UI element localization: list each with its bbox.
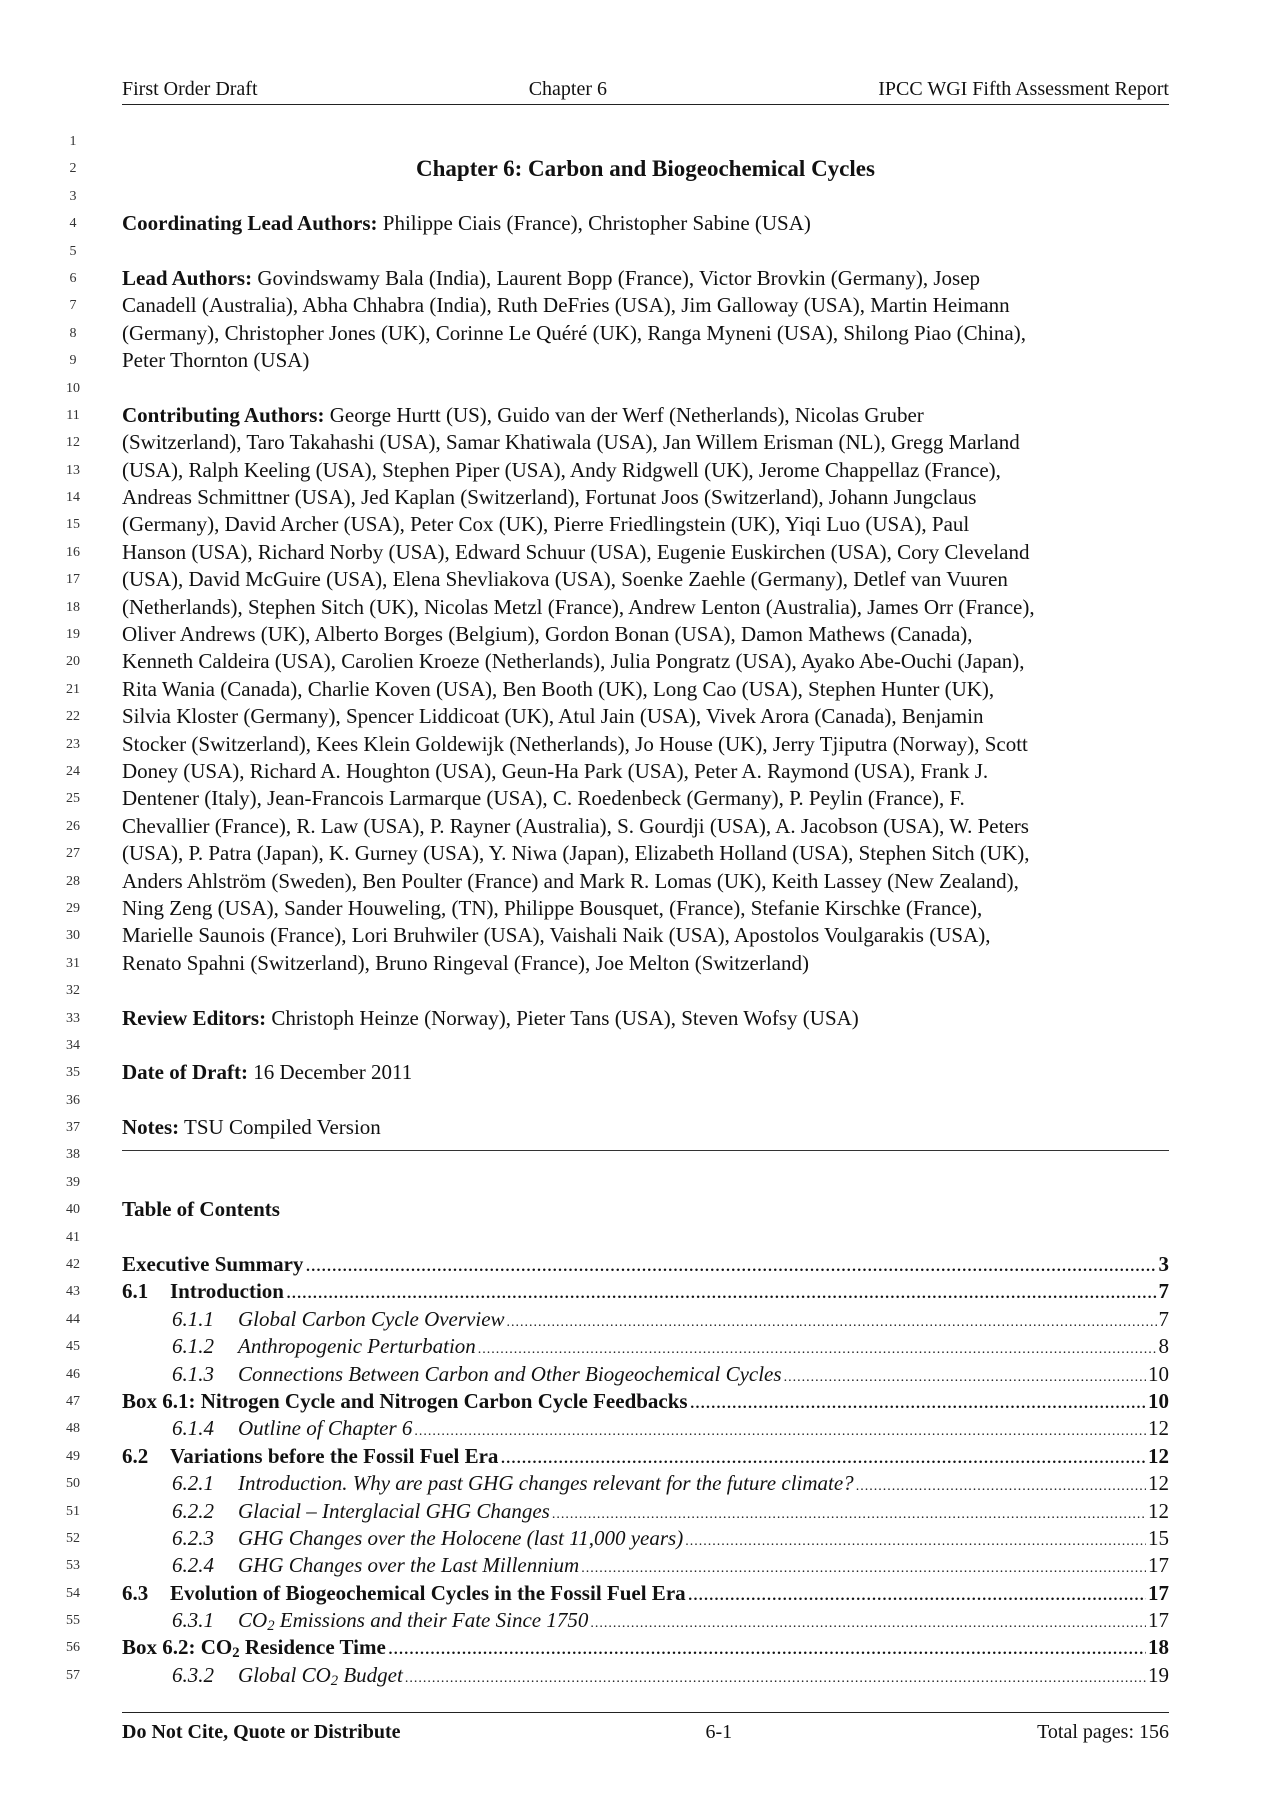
- line-number: 13: [66, 462, 80, 478]
- header-report-label: IPCC WGI Fifth Assessment Report: [878, 78, 1169, 100]
- running-header: [122, 78, 1169, 105]
- line: [0, 922, 1280, 949]
- line-number: 29: [66, 900, 80, 916]
- toc-leader-dots: [581, 1555, 1146, 1582]
- line: [0, 1005, 1280, 1032]
- line: [0, 1634, 1280, 1661]
- line-number: 21: [66, 681, 80, 697]
- header-chapter-label: Chapter 6: [528, 78, 608, 100]
- line-number: 30: [66, 928, 80, 944]
- toc-entry-box-6-2[interactable]: [122, 1634, 1169, 1661]
- toc-title-text: Emissions and their Fate Since 1750: [274, 1608, 589, 1633]
- toc-entry-title: [122, 1634, 386, 1661]
- line-number: 55: [66, 1613, 80, 1629]
- contributing-authors-line: Rita Wania (Canada), Charlie Koven (USA), Ben Booth (UK), Long Cao (USA), Stephen Hunter (UK),: [122, 676, 995, 701]
- toc-entry-title: Introduction. Why are past GHG changes relevant for the future climate?: [238, 1471, 854, 1496]
- toc-entry-page: 7: [1158, 1279, 1169, 1304]
- line: [0, 402, 1280, 429]
- toc-entry-6-2-3[interactable]: [172, 1525, 1169, 1555]
- line: [0, 1498, 1280, 1525]
- line: [0, 1306, 1280, 1333]
- toc-entry-box-6-1[interactable]: [122, 1388, 1169, 1415]
- line-number: 31: [66, 955, 80, 971]
- line: [0, 183, 1280, 210]
- toc-leader-dots: [690, 1388, 1146, 1415]
- toc-entry-page: 3: [1158, 1252, 1169, 1277]
- line: [0, 1059, 1280, 1086]
- toc-entry-6-3[interactable]: [122, 1580, 1169, 1607]
- lead-authors-line: Peter Thornton (USA): [122, 348, 310, 373]
- toc-leader-dots: [784, 1364, 1146, 1391]
- line-number: 22: [66, 709, 80, 725]
- line-number: 9: [69, 353, 77, 369]
- toc-entry-title: Introduction: [170, 1279, 284, 1304]
- footer-page-number: 6-1: [705, 1721, 733, 1743]
- line: [0, 840, 1280, 867]
- contributing-authors-line: Hanson (USA), Richard Norby (USA), Edward Schuur (USA), Eugenie Euskirchen (USA), Cory Cleveland: [122, 539, 1030, 564]
- line-number: 35: [66, 1065, 80, 1081]
- line: [0, 1087, 1280, 1114]
- line-number: 41: [66, 1229, 80, 1245]
- line: [0, 320, 1280, 347]
- line-number: 49: [66, 1448, 80, 1464]
- line-number: 19: [66, 627, 80, 643]
- line-number: 5: [69, 243, 77, 259]
- line-number: 10: [66, 380, 80, 396]
- toc-entry-number: 6.3.1: [172, 1608, 214, 1633]
- line-number: 44: [66, 1311, 80, 1327]
- contributing-authors-line: Ning Zeng (USA), Sander Houweling, (TN), Philippe Bousquet, (France), Stefanie Kirschke (France),: [122, 895, 983, 920]
- line-number: 15: [66, 517, 80, 533]
- cla-names: Philippe Ciais (France), Christopher Sabine (USA): [377, 211, 811, 236]
- contributing-authors-line: (Netherlands), Stephen Sitch (UK), Nicolas Metzl (France), Andrew Lenton (Australia), James Orr (France),: [122, 594, 1035, 619]
- toc-entry-6-1-1[interactable]: [172, 1306, 1169, 1336]
- line-number: 25: [66, 791, 80, 807]
- contributing-authors-line: Chevallier (France), R. Law (USA), P. Rayner (Australia), S. Gourdji (USA), A. Jacobson (USA), W. Peters: [122, 813, 1029, 838]
- contributing-authors-line: Renato Spahni (Switzerland), Bruno Ringeval (France), Joe Melton (Switzerland): [122, 950, 809, 975]
- toc-entry-executive-summary[interactable]: [122, 1251, 1169, 1278]
- line: [0, 1470, 1280, 1497]
- contributing-authors-line: (Switzerland), Taro Takahashi (USA), Samar Khatiwala (USA), Jan Willem Erisman (NL), Gregg Marland: [122, 430, 1020, 455]
- toc-leader-dots: [388, 1634, 1146, 1661]
- coordinating-lead-authors: [122, 210, 811, 237]
- toc-leader-dots: [507, 1309, 1157, 1336]
- toc-entry-title: Anthropogenic Perturbation: [238, 1334, 476, 1359]
- line: [0, 1141, 1280, 1168]
- line: [0, 758, 1280, 785]
- toc-entry-title: Glacial – Interglacial GHG Changes: [238, 1498, 550, 1523]
- toc-entry-page: 15: [1148, 1525, 1169, 1550]
- cla-label: Coordinating Lead Authors:: [122, 211, 378, 236]
- line: [0, 1278, 1280, 1305]
- line: [0, 155, 1280, 182]
- line-number: 51: [66, 1503, 80, 1519]
- contributing-authors-line: (Germany), David Archer (USA), Peter Cox (UK), Pierre Friedlingstein (UK), Yiqi Luo (USA), Paul: [122, 512, 970, 537]
- toc-entry-page: 18: [1148, 1635, 1169, 1660]
- line-number: 23: [66, 736, 80, 752]
- line: [0, 1032, 1280, 1059]
- line-number: 1: [69, 134, 77, 149]
- line: [0, 484, 1280, 511]
- review-editors-names: Christoph Heinze (Norway), Pieter Tans (USA), Steven Wofsy (USA): [266, 1005, 859, 1030]
- line-number: 32: [66, 983, 80, 999]
- contributing-authors-line: Oliver Andrews (UK), Alberto Borges (Belgium), Gordon Bonan (USA), Damon Mathews (Canada),: [122, 622, 973, 647]
- line-number: 20: [66, 654, 80, 670]
- line: [0, 457, 1280, 484]
- contributing-authors-line: Dentener (Italy), Jean-Francois Larmarque (USA), C. Roedenbeck (Germany), P. Peylin (France), F.: [122, 786, 965, 811]
- header-draft-label: First Order Draft: [122, 78, 258, 100]
- toc-entry-title: [238, 1662, 403, 1689]
- line: [0, 1224, 1280, 1251]
- line-number: 40: [66, 1202, 80, 1218]
- line: [0, 1196, 1280, 1223]
- toc-entry-6-3-1[interactable]: [172, 1607, 1169, 1637]
- toc-leader-dots: [305, 1251, 1156, 1278]
- toc-leader-dots: [688, 1580, 1146, 1607]
- line-number: 3: [69, 188, 77, 204]
- numbered-lines: [0, 128, 1280, 1689]
- line-number: 46: [66, 1366, 80, 1382]
- toc-entry-page: 10: [1148, 1361, 1169, 1386]
- toc-entry-title: GHG Changes over the Last Millennium: [238, 1553, 580, 1578]
- line-number: 33: [66, 1010, 80, 1026]
- toc-entry-number: 6.1.4: [172, 1416, 214, 1441]
- line-number: 52: [66, 1530, 80, 1546]
- contributing-authors-line: Kenneth Caldeira (USA), Carolien Kroeze (Netherlands), Julia Pongratz (USA), Ayako Abe-Ouchi (Japan),: [122, 649, 1025, 674]
- toc-leader-dots: [414, 1418, 1146, 1445]
- line-number: 45: [66, 1339, 80, 1355]
- toc-title-subscript: 2: [232, 1645, 240, 1662]
- line: [0, 429, 1280, 456]
- line: [0, 977, 1280, 1004]
- line-number: 6: [69, 270, 77, 286]
- line: [0, 210, 1280, 237]
- horizontal-rule: [122, 1150, 1169, 1151]
- line: [0, 1361, 1280, 1388]
- toc-entry-6-1[interactable]: [122, 1278, 1169, 1305]
- toc-entry-number: 6.2.4: [172, 1553, 214, 1578]
- line: [0, 594, 1280, 621]
- toc-entry-page: 17: [1148, 1580, 1169, 1605]
- toc-title-text: Residence Time: [239, 1635, 386, 1660]
- line-number: 24: [66, 763, 80, 779]
- line-number: 34: [66, 1037, 80, 1053]
- line-number: 54: [66, 1585, 80, 1601]
- toc-title-text: Budget: [338, 1662, 403, 1687]
- line-number: 12: [66, 435, 80, 451]
- contributing-authors-line: George Hurtt (US), Guido van der Werf (Netherlands), Nicolas Gruber: [324, 402, 924, 427]
- line: [0, 292, 1280, 319]
- toc-leader-dots: [500, 1443, 1146, 1470]
- contributing-authors-line: Silvia Kloster (Germany), Spencer Liddicoat (UK), Atul Jain (USA), Vivek Arora (Canada), Benjamin: [122, 704, 984, 729]
- toc-entry-page: 12: [1148, 1471, 1169, 1496]
- contributing-authors: [122, 402, 924, 429]
- toc-heading: Table of Contents: [122, 1197, 280, 1222]
- line-number: 27: [66, 846, 80, 862]
- notes-label: Notes:: [122, 1115, 180, 1140]
- line: [0, 676, 1280, 703]
- lead-authors-line: (Germany), Christopher Jones (UK), Corinne Le Quéré (UK), Ranga Myneni (USA), Shilong Piao (China),: [122, 320, 1026, 345]
- line: [0, 128, 1280, 155]
- line: [0, 1415, 1280, 1442]
- toc-title-subscript: 2: [330, 1672, 339, 1689]
- line-number: 36: [66, 1092, 80, 1108]
- toc-entry-title: Executive Summary: [122, 1252, 304, 1277]
- toc-entry-number: 6.1.1: [172, 1306, 214, 1331]
- contributing-authors-line: Doney (USA), Richard A. Houghton (USA), Geun-Ha Park (USA), Peter A. Raymond (USA), Frank J.: [122, 758, 989, 783]
- toc-entry-page: 17: [1148, 1553, 1169, 1578]
- line-number: 14: [66, 490, 80, 506]
- toc-entry-title: Connections Between Carbon and Other Biogeochemical Cycles: [238, 1361, 782, 1386]
- toc-leader-dots: [685, 1528, 1146, 1555]
- line: [0, 785, 1280, 812]
- toc-leader-dots: [478, 1336, 1157, 1363]
- toc-entry-title: Variations before the Fossil Fuel Era: [170, 1443, 499, 1468]
- toc-entry-number: 6.3: [122, 1580, 149, 1605]
- toc-entry-title: GHG Changes over the Holocene (last 11,000 years): [238, 1525, 684, 1550]
- line-number: 39: [66, 1174, 80, 1190]
- toc-leader-dots: [552, 1501, 1146, 1528]
- page-footer: [122, 1712, 1169, 1744]
- toc-entry-page: 10: [1148, 1388, 1169, 1413]
- contributing-authors-line: Marielle Saunois (France), Lori Bruhwiler (USA), Vaishali Naik (USA), Apostolos Voulgarakis (USA),: [122, 923, 991, 948]
- toc-entry-6-3-2[interactable]: [172, 1662, 1169, 1692]
- line: [0, 265, 1280, 292]
- toc-entry-title: Evolution of Biogeochemical Cycles in the Fossil Fuel Era: [170, 1580, 686, 1605]
- chapter-title: Chapter 6: Carbon and Biogeochemical Cycles: [416, 156, 875, 182]
- line: [0, 1114, 1280, 1141]
- notes-value: TSU Compiled Version: [179, 1115, 381, 1140]
- line: [0, 1607, 1280, 1634]
- toc-title-text: CO: [238, 1608, 268, 1633]
- line: [0, 375, 1280, 402]
- line: [0, 1525, 1280, 1552]
- line: [0, 813, 1280, 840]
- toc-entry-number: 6.1.2: [172, 1334, 214, 1359]
- toc-entry-title: Outline of Chapter 6: [238, 1416, 413, 1441]
- toc-entry-page: 19: [1148, 1662, 1169, 1687]
- toc-entry-6-2[interactable]: [122, 1443, 1169, 1470]
- lead-authors-line: Govindswamy Bala (India), Laurent Bopp (France), Victor Brovkin (Germany), Josep: [252, 265, 981, 290]
- line: [0, 539, 1280, 566]
- line-number: 2: [69, 161, 77, 177]
- toc-entry-number: 6.3.2: [172, 1662, 214, 1687]
- toc-entry-title: [238, 1607, 588, 1634]
- toc-entry-number: 6.1: [122, 1279, 149, 1304]
- toc-entry-number: 6.2.1: [172, 1471, 214, 1496]
- contributing-authors-line: (USA), David McGuire (USA), Elena Shevliakova (USA), Soenke Zaehle (Germany), Detlef van Vuuren: [122, 567, 1008, 592]
- toc-title-subscript: 2: [267, 1618, 275, 1635]
- contributing-authors-line: Anders Ahlström (Sweden), Ben Poulter (France) and Mark R. Lomas (UK), Keith Lassey (New Zealand),: [122, 868, 1019, 893]
- lead-authors: [122, 265, 980, 292]
- toc-title-text: Global CO: [238, 1662, 331, 1687]
- toc-entry-page: 7: [1158, 1306, 1169, 1331]
- line-number: 4: [69, 216, 77, 232]
- toc-title-text: Box 6.2: CO: [122, 1635, 233, 1660]
- line-number: 50: [66, 1476, 80, 1492]
- lead-authors-line: Canadell (Australia), Abha Chhabra (India), Ruth DeFries (USA), Jim Galloway (USA), Martin Heimann: [122, 293, 1010, 318]
- line-number: 18: [66, 599, 80, 615]
- line-number: 16: [66, 544, 80, 560]
- line: [0, 950, 1280, 977]
- contributing-authors-line: (USA), P. Patra (Japan), K. Gurney (USA), Y. Niwa (Japan), Elizabeth Holland (USA), Stephen Sitch (UK),: [122, 841, 1030, 866]
- toc-entry-number: 6.2.2: [172, 1498, 214, 1523]
- line: [0, 621, 1280, 648]
- toc-entry-6-1-2[interactable]: [172, 1333, 1169, 1363]
- line: [0, 1552, 1280, 1579]
- lead-authors-label: Lead Authors:: [122, 265, 253, 290]
- toc-leader-dots: [405, 1665, 1146, 1692]
- toc-entry-number: 6.2: [122, 1443, 149, 1468]
- notes: [122, 1114, 381, 1141]
- footer-total-pages: Total pages: 156: [1037, 1721, 1169, 1743]
- toc-entry-title: Global Carbon Cycle Overview: [238, 1306, 505, 1331]
- line: [0, 703, 1280, 730]
- line-number: 47: [66, 1393, 80, 1409]
- toc-entry-title: Box 6.1: Nitrogen Cycle and Nitrogen Carbon Cycle Feedbacks: [122, 1388, 688, 1413]
- line: [0, 1388, 1280, 1415]
- toc-entry-page: 12: [1148, 1443, 1169, 1468]
- line-number: 26: [66, 818, 80, 834]
- date-of-draft: [122, 1059, 412, 1086]
- line: [0, 347, 1280, 374]
- line: [0, 868, 1280, 895]
- footer-notice: Do Not Cite, Quote or Distribute: [122, 1721, 401, 1743]
- toc-entry-page: 17: [1148, 1608, 1169, 1633]
- toc-entry-6-2-2[interactable]: [172, 1498, 1169, 1528]
- review-editors: [122, 1005, 859, 1032]
- toc-entry-number: 6.2.3: [172, 1525, 214, 1550]
- toc-entry-page: 8: [1158, 1334, 1169, 1359]
- line-number: 11: [66, 407, 80, 423]
- contributing-authors-line: (USA), Ralph Keeling (USA), Stephen Piper (USA), Andy Ridgwell (UK), Jerome Chappellaz (France),: [122, 457, 1001, 482]
- line: [0, 511, 1280, 538]
- contributing-authors-label: Contributing Authors:: [122, 402, 325, 427]
- contributing-authors-line: Andreas Schmittner (USA), Jed Kaplan (Switzerland), Fortunat Joos (Switzerland), Johann Jungclaus: [122, 485, 977, 510]
- line: [0, 1580, 1280, 1607]
- toc-leader-dots: [590, 1610, 1146, 1637]
- toc-entry-6-1-4[interactable]: [172, 1415, 1169, 1445]
- line: [0, 1333, 1280, 1360]
- toc-entry-page: 12: [1148, 1498, 1169, 1523]
- toc-entry-6-2-4[interactable]: [172, 1552, 1169, 1582]
- line-number: 38: [66, 1147, 80, 1163]
- line-number: 17: [66, 572, 80, 588]
- toc-leader-dots: [286, 1278, 1157, 1305]
- toc-entry-number: 6.1.3: [172, 1361, 214, 1386]
- toc-leader-dots: [856, 1473, 1146, 1500]
- line-number: 42: [66, 1257, 80, 1273]
- toc-entry-6-1-3[interactable]: [172, 1361, 1169, 1391]
- line: [0, 731, 1280, 758]
- line-number: 8: [69, 325, 77, 341]
- line-number: 53: [66, 1558, 80, 1574]
- line-number: 57: [66, 1667, 80, 1683]
- line: [0, 648, 1280, 675]
- toc-entry-page: 12: [1148, 1416, 1169, 1441]
- review-editors-label: Review Editors:: [122, 1005, 267, 1030]
- line-number: 7: [69, 298, 77, 314]
- line-number: 43: [66, 1284, 80, 1300]
- line-number: 37: [66, 1120, 80, 1136]
- line-number: 48: [66, 1421, 80, 1437]
- line: [0, 1169, 1280, 1196]
- date-of-draft-label: Date of Draft:: [122, 1060, 248, 1085]
- line: [0, 238, 1280, 265]
- line-number: 56: [66, 1640, 80, 1656]
- line: [0, 566, 1280, 593]
- contributing-authors-line: Stocker (Switzerland), Kees Klein Goldewijk (Netherlands), Jo House (UK), Jerry Tjiputra (Norway), Scott: [122, 731, 1028, 756]
- date-of-draft-value: 16 December 2011: [247, 1060, 413, 1085]
- toc-entry-6-2-1[interactable]: [172, 1470, 1169, 1500]
- line: [0, 1662, 1280, 1689]
- line: [0, 1443, 1280, 1470]
- line-number: 28: [66, 873, 80, 889]
- line: [0, 895, 1280, 922]
- line: [0, 1251, 1280, 1278]
